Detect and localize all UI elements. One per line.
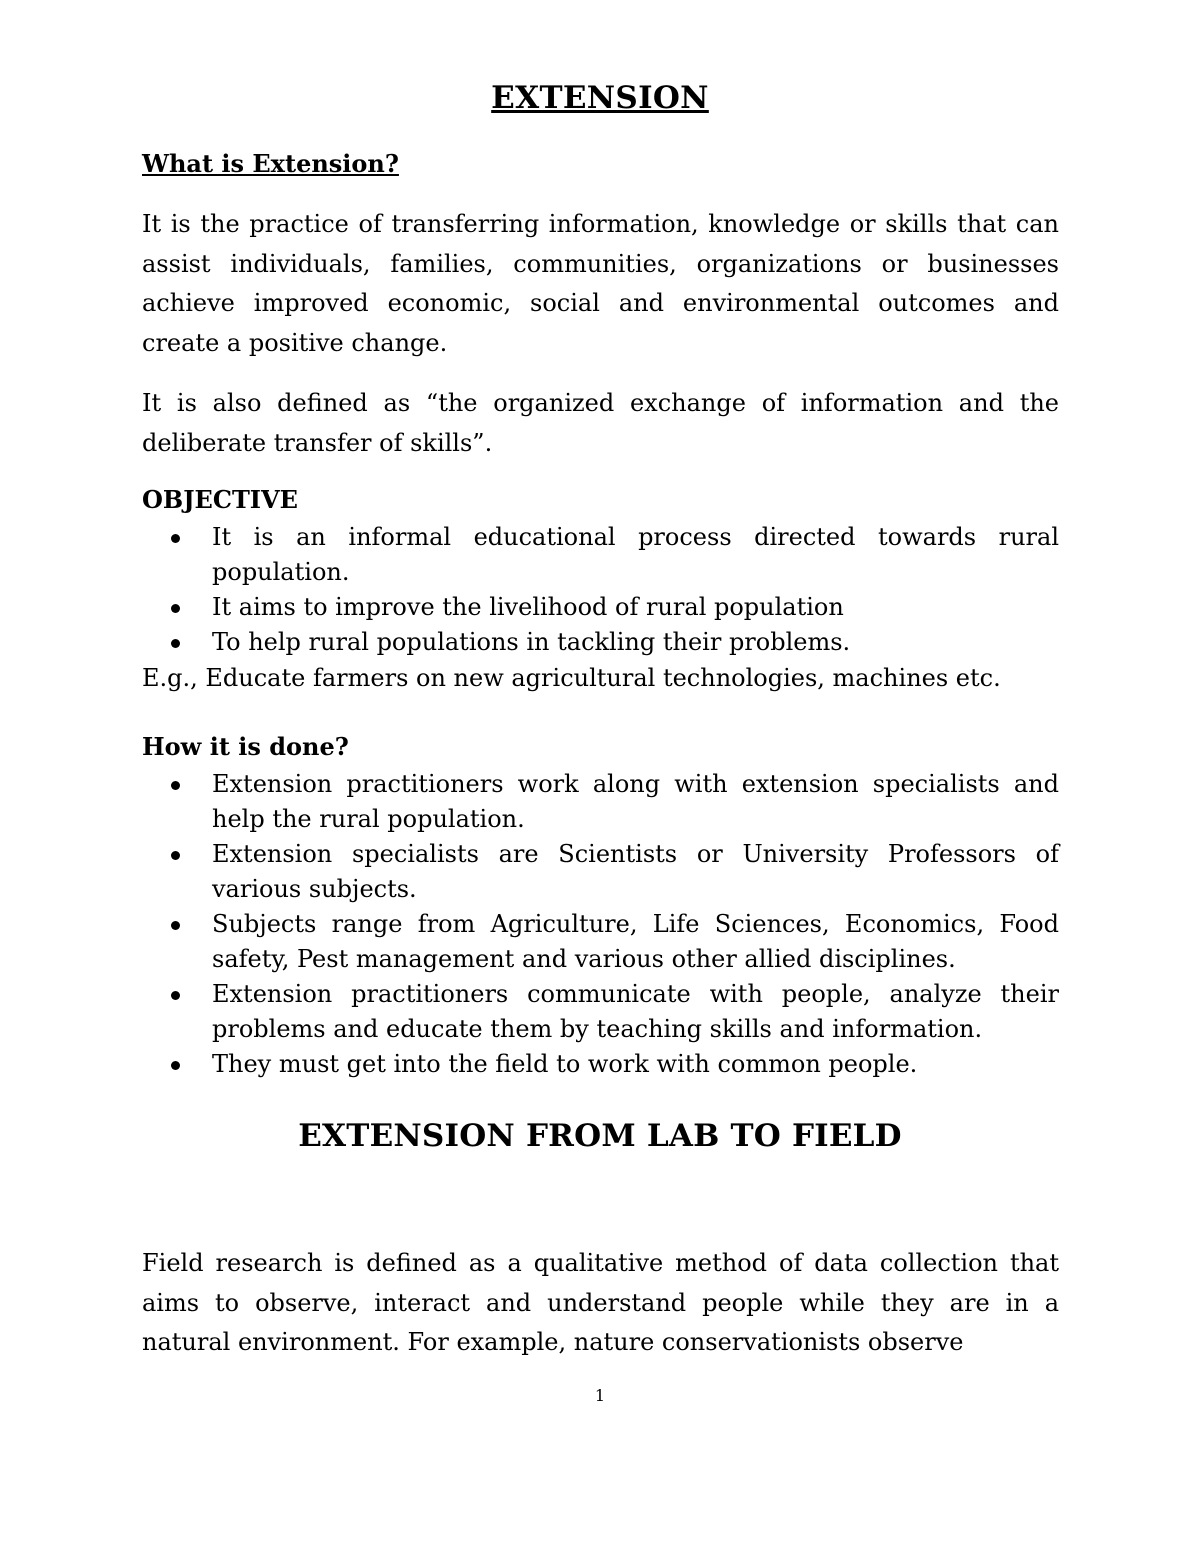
bullet-icon <box>171 991 180 1000</box>
objective-heading: OBJECTIVE <box>142 485 298 514</box>
how-list <box>142 767 1059 1082</box>
list-item: They must get into the field to work with common people. <box>142 1047 1059 1082</box>
how-it-is-done-heading: How it is done? <box>142 732 349 761</box>
bullet-icon <box>171 604 180 613</box>
list-item: Extension specialists are Scientists or University Professors of various subjects. <box>142 837 1059 907</box>
list-item: It is an informal educational process directed towards rural population. <box>142 520 1059 590</box>
bullet-icon <box>171 534 180 543</box>
bullet-icon <box>171 921 180 930</box>
bullet-icon <box>171 1061 180 1070</box>
list-item: Subjects range from Agriculture, Life Sciences, Economics, Food safety, Pest management and various other allied disciplines. <box>142 907 1059 977</box>
bullet-icon <box>171 781 180 790</box>
bullet-icon <box>171 851 180 860</box>
page-number: 1 <box>594 1386 606 1405</box>
list-item: Extension practitioners work along with extension specialists and help the rural population. <box>142 767 1059 837</box>
bullet-icon <box>171 639 180 648</box>
section-heading: EXTENSION FROM LAB TO FIELD <box>298 1118 902 1154</box>
example-text: E.g., Educate farmers on new agricultural technologies, machines etc. <box>142 664 1001 692</box>
field-research-paragraph: Field research is defined as a qualitative method of data collection that aims to observe, interact and understand people while they are in a natural environment. For example, nature conservationists observe <box>142 1249 1059 1356</box>
document-title: EXTENSION <box>491 80 709 116</box>
definition-paragraph: It is the practice of transferring information, knowledge or skills that can assist individuals, families, communities, organizations or businesses achieve improved economic, social and environmental outcomes and create a positive change. <box>142 210 1059 357</box>
list-item: Extension practitioners communicate with people, analyze their problems and educate them by teaching skills and information. <box>142 977 1059 1047</box>
definition-quote-paragraph: It is also defined as “the organized exchange of information and the deliberate transfer of skills”. <box>142 389 1059 457</box>
list-item: To help rural populations in tackling their problems. <box>142 625 1059 660</box>
objective-list <box>142 520 1059 660</box>
list-item: It aims to improve the livelihood of rural population <box>142 590 1059 625</box>
what-is-extension-heading: What is Extension? <box>142 149 399 178</box>
